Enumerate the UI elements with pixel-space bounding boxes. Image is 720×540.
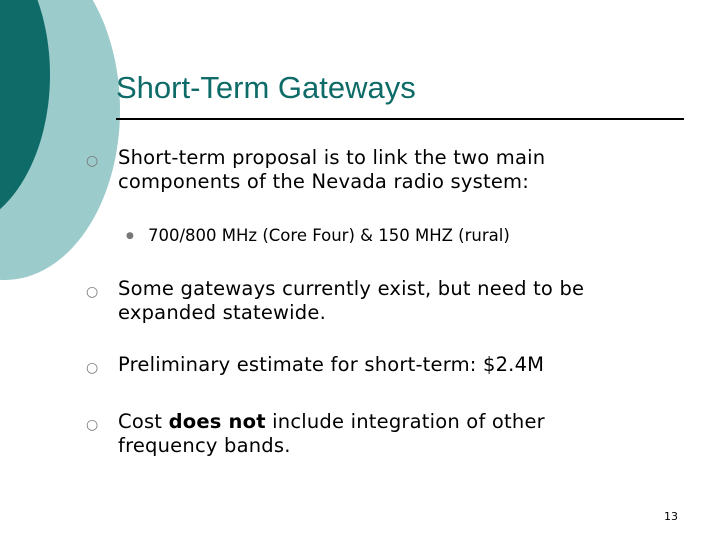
hollow-circle-icon: ○	[86, 153, 99, 169]
sub-bullet-1-text: 700/800 MHz (Core Four) & 150 MHZ (rural)	[148, 226, 510, 245]
bullet-4-text	[118, 410, 638, 458]
hollow-circle-icon: ○	[86, 284, 99, 300]
page-number: 13	[664, 510, 678, 523]
bullet-2-text: Some gateways currently exist, but need to be expanded statewide.	[118, 277, 585, 324]
bullet-3-text: Preliminary estimate for short-term: $2.4M	[118, 353, 545, 376]
filled-circle-icon: ●	[126, 231, 134, 241]
bullet-4-text-bold: does not	[168, 410, 266, 433]
bullet-1-text: Short-term proposal is to link the two main components of the Nevada radio system:	[118, 146, 546, 193]
hollow-circle-icon: ○	[86, 360, 99, 376]
hollow-circle-icon: ○	[86, 417, 99, 433]
bullet-4-text-pre: Cost	[118, 410, 169, 433]
title-underline	[116, 118, 684, 120]
slide-title: Short-Term Gateways	[116, 70, 416, 105]
bullet-4-text-post: include integration of other frequency bands.	[118, 410, 545, 457]
